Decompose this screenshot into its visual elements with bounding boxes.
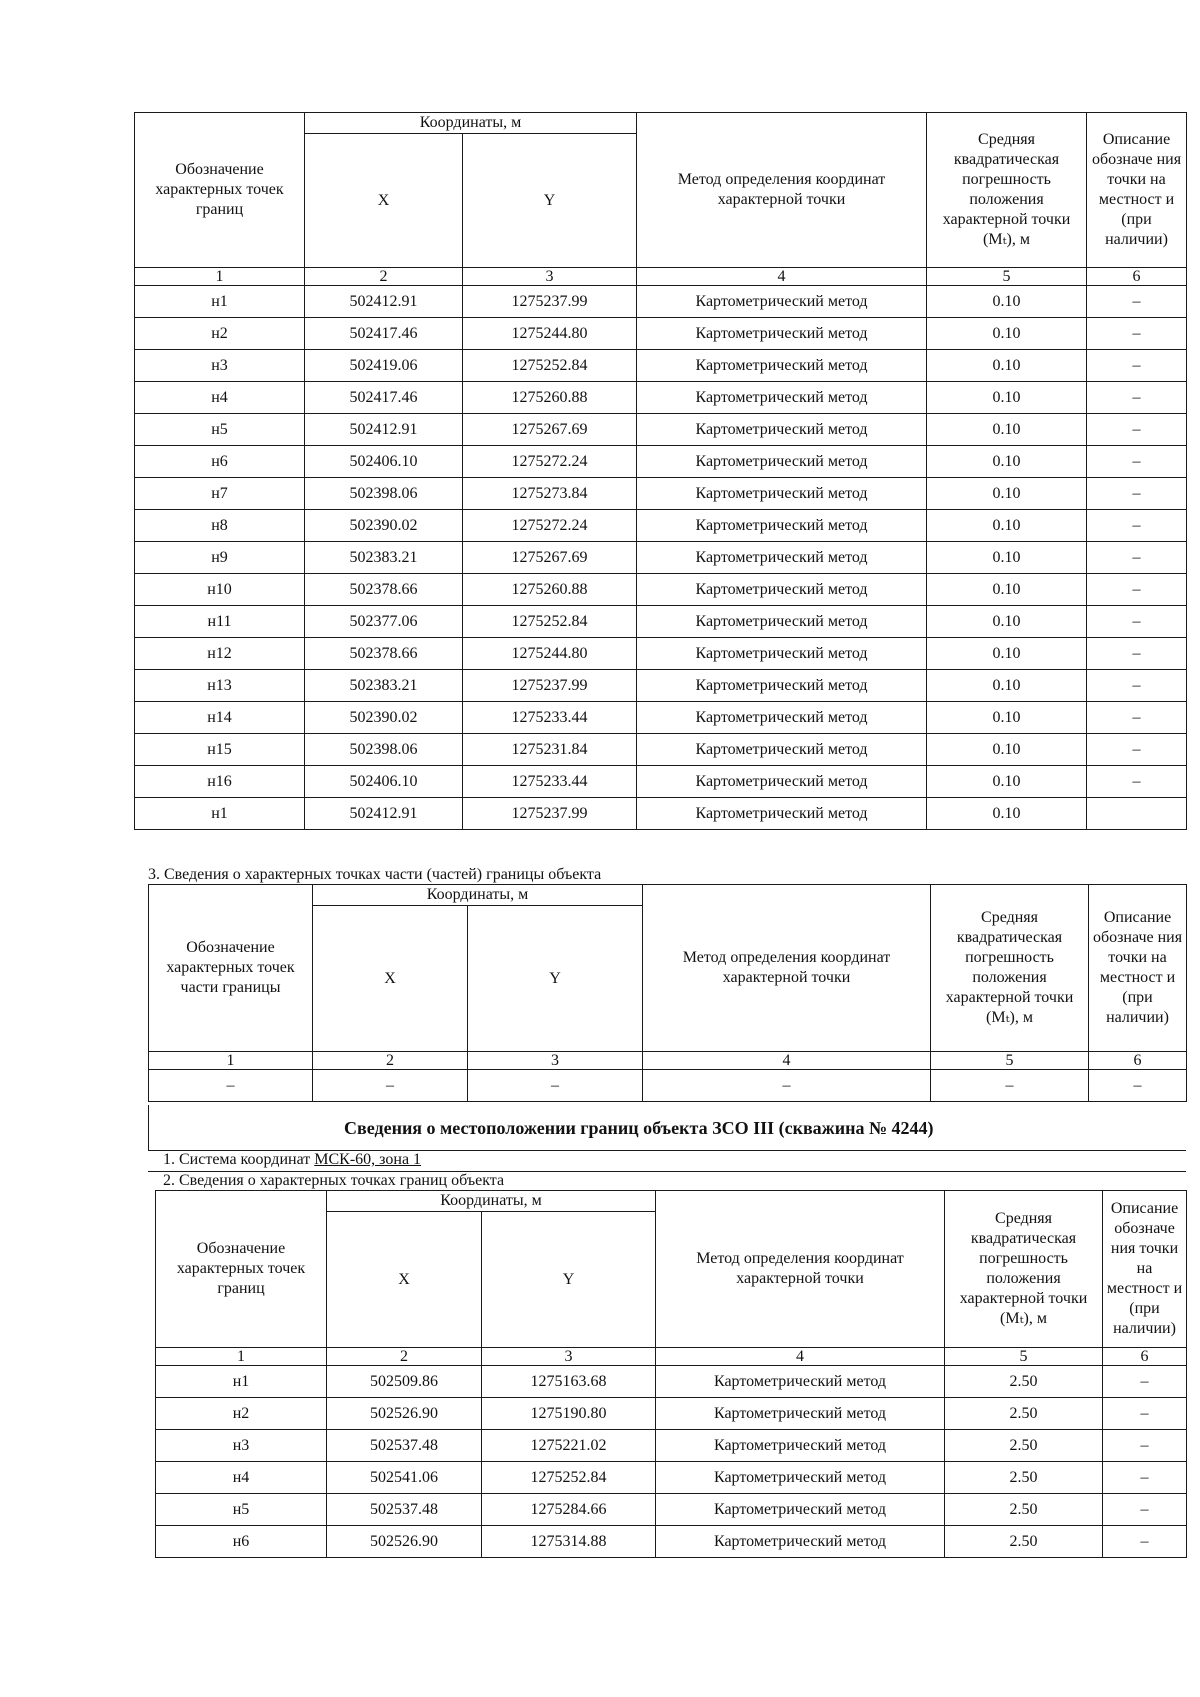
point-id: н16 — [135, 766, 305, 798]
point-id: н1 — [135, 286, 305, 318]
table-row — [156, 1494, 1187, 1526]
coord-x: 502377.06 — [305, 606, 463, 638]
column-numbers-row — [149, 1052, 1187, 1070]
description — [1087, 798, 1187, 830]
coord-x: 502526.90 — [327, 1398, 482, 1430]
error-value: 0.10 — [927, 542, 1087, 574]
error-value: 0.10 — [927, 606, 1087, 638]
method: Картометрический метод — [637, 350, 927, 382]
left-border — [148, 1105, 149, 1150]
table-row — [135, 446, 1187, 478]
header-x: X — [327, 1212, 482, 1348]
method: Картометрический метод — [637, 638, 927, 670]
error-value: 0.10 — [927, 766, 1087, 798]
error-value: – — [931, 1070, 1089, 1102]
description: – — [1103, 1430, 1187, 1462]
coord-x: 502526.90 — [327, 1526, 482, 1558]
point-id: н9 — [135, 542, 305, 574]
point-id: – — [149, 1070, 313, 1102]
col-number: 6 — [1103, 1348, 1187, 1366]
method: Картометрический метод — [637, 446, 927, 478]
point-id: н10 — [135, 574, 305, 606]
error-value: 0.10 — [927, 318, 1087, 350]
header-description: Описание обозначе ния точки на местност и (при наличии) — [1089, 885, 1187, 1052]
table-row — [135, 414, 1187, 446]
table-1-body — [135, 286, 1187, 830]
point-id: н1 — [135, 798, 305, 830]
coord-y: 1275284.66 — [482, 1494, 656, 1526]
table-row — [156, 1462, 1187, 1494]
method: Картометрический метод — [656, 1430, 945, 1462]
coord-x: 502398.06 — [305, 478, 463, 510]
table-1 — [134, 112, 1187, 830]
method: Картометрический метод — [637, 510, 927, 542]
point-id: н8 — [135, 510, 305, 542]
description: – — [1087, 478, 1187, 510]
error-value: 0.10 — [927, 574, 1087, 606]
coord-x: 502378.66 — [305, 574, 463, 606]
col-number: 1 — [135, 268, 305, 286]
table-row — [156, 1398, 1187, 1430]
point-id: н3 — [135, 350, 305, 382]
col-number: 3 — [482, 1348, 656, 1366]
point-id: н7 — [135, 478, 305, 510]
header-x: X — [313, 906, 468, 1052]
method: Картометрический метод — [637, 542, 927, 574]
coord-y: 1275252.84 — [482, 1462, 656, 1494]
header-method: Метод определения координат характерной точки — [637, 113, 927, 268]
method: Картометрический метод — [637, 798, 927, 830]
method: Картометрический метод — [637, 414, 927, 446]
points-title: 2. Сведения о характерных точках границ объекта — [163, 1172, 505, 1189]
description: – — [1087, 382, 1187, 414]
table-row — [135, 542, 1187, 574]
table-row — [135, 638, 1187, 670]
point-id: н13 — [135, 670, 305, 702]
col-number: 3 — [463, 268, 637, 286]
col-number: 1 — [156, 1348, 327, 1366]
method: Картометрический метод — [637, 286, 927, 318]
table-row — [156, 1366, 1187, 1398]
point-id: н1 — [156, 1366, 327, 1398]
coord-x: 502537.48 — [327, 1430, 482, 1462]
description: – — [1087, 670, 1187, 702]
description: – — [1103, 1494, 1187, 1526]
description: – — [1103, 1526, 1187, 1558]
table-row — [156, 1430, 1187, 1462]
col-number: 2 — [327, 1348, 482, 1366]
description: – — [1087, 350, 1187, 382]
error-value: 0.10 — [927, 702, 1087, 734]
point-id: н12 — [135, 638, 305, 670]
description: – — [1087, 542, 1187, 574]
header-y: Y — [463, 134, 637, 268]
method: Картометрический метод — [637, 574, 927, 606]
error-value: 0.10 — [927, 734, 1087, 766]
column-numbers-row — [156, 1348, 1187, 1366]
table-row — [135, 574, 1187, 606]
table-row — [135, 478, 1187, 510]
method: Картометрический метод — [637, 670, 927, 702]
coord-y: 1275314.88 — [482, 1526, 656, 1558]
coord-x: 502537.48 — [327, 1494, 482, 1526]
table-section3 — [148, 884, 1187, 1102]
header-point-label: Обозначение характерных точек границ — [156, 1191, 327, 1348]
col-number: 2 — [305, 268, 463, 286]
table-row — [149, 1070, 1187, 1102]
method: Картометрический метод — [656, 1398, 945, 1430]
coord-y: 1275252.84 — [463, 606, 637, 638]
point-id: н3 — [156, 1430, 327, 1462]
description: – — [1087, 638, 1187, 670]
coord-y: 1275272.24 — [463, 446, 637, 478]
col-number: 5 — [927, 268, 1087, 286]
col-number: 4 — [656, 1348, 945, 1366]
coord-x: 502417.46 — [305, 318, 463, 350]
method: Картометрический метод — [656, 1494, 945, 1526]
header-part-point-label: Обозначение характерных точек части границы — [149, 885, 313, 1052]
error-value: 2.50 — [945, 1462, 1103, 1494]
error-value: 2.50 — [945, 1398, 1103, 1430]
point-id: н6 — [156, 1526, 327, 1558]
col-number: 1 — [149, 1052, 313, 1070]
coord-x: 502383.21 — [305, 670, 463, 702]
col-number: 5 — [931, 1052, 1089, 1070]
table-row — [156, 1526, 1187, 1558]
table-row — [135, 798, 1187, 830]
coord-x: 502390.02 — [305, 702, 463, 734]
error-value: 2.50 — [945, 1366, 1103, 1398]
description: – — [1087, 606, 1187, 638]
coord-y: 1275237.99 — [463, 286, 637, 318]
method: Картометрический метод — [637, 606, 927, 638]
col-number: 6 — [1087, 268, 1187, 286]
description: – — [1103, 1462, 1187, 1494]
description: – — [1103, 1366, 1187, 1398]
header-coords: Координаты, м — [313, 885, 643, 906]
table-row — [135, 766, 1187, 798]
points-table-section3 — [148, 884, 1186, 1102]
coord-system-value: МСК-60, зона 1 — [314, 1151, 422, 1168]
coord-y: 1275231.84 — [463, 734, 637, 766]
description: – — [1087, 318, 1187, 350]
point-id: н4 — [156, 1462, 327, 1494]
table-object2 — [155, 1190, 1187, 1558]
point-id: н5 — [135, 414, 305, 446]
point-id: н11 — [135, 606, 305, 638]
error-value: 0.10 — [927, 638, 1087, 670]
error-value: 2.50 — [945, 1430, 1103, 1462]
method: Картометрический метод — [637, 382, 927, 414]
coord-y: 1275237.99 — [463, 670, 637, 702]
header-point-label: Обозначение характерных точек границ — [135, 113, 305, 268]
coord-x: 502417.46 — [305, 382, 463, 414]
error-value: 0.10 — [927, 382, 1087, 414]
table-row — [135, 318, 1187, 350]
table-object2-body — [156, 1366, 1187, 1558]
col-number: 4 — [643, 1052, 931, 1070]
coord-x: 502406.10 — [305, 766, 463, 798]
description: – — [1087, 510, 1187, 542]
header-x: X — [305, 134, 463, 268]
col-number: 3 — [468, 1052, 643, 1070]
description: – — [1087, 734, 1187, 766]
object2-title: Сведения о местоположении границ объекта ЗСО III (скважина № 4244) — [344, 1118, 934, 1138]
method: Картометрический метод — [656, 1526, 945, 1558]
method: Картометрический метод — [637, 734, 927, 766]
coord-y: 1275233.44 — [463, 766, 637, 798]
header-error: Средняя квадратическая погрешность положения характерной точки (Mₜ), м — [927, 113, 1087, 268]
table-row — [135, 670, 1187, 702]
error-value: 2.50 — [945, 1526, 1103, 1558]
header-y: Y — [482, 1212, 656, 1348]
description: – — [1087, 446, 1187, 478]
coord-y: 1275237.99 — [463, 798, 637, 830]
coord-x: 502412.91 — [305, 798, 463, 830]
coord-x: 502412.91 — [305, 286, 463, 318]
method: – — [643, 1070, 931, 1102]
coord-y: 1275244.80 — [463, 638, 637, 670]
col-number: 4 — [637, 268, 927, 286]
error-value: 0.10 — [927, 510, 1087, 542]
table-row — [135, 734, 1187, 766]
error-value: 0.10 — [927, 670, 1087, 702]
method: Картометрический метод — [637, 318, 927, 350]
coord-x: 502509.86 — [327, 1366, 482, 1398]
description: – — [1089, 1070, 1187, 1102]
coord-y: 1275252.84 — [463, 350, 637, 382]
header-method: Метод определения координат характерной точки — [656, 1191, 945, 1348]
table-row — [135, 702, 1187, 734]
coord-x: 502412.91 — [305, 414, 463, 446]
header-description: Описание обозначе ния точки на местност и (при наличии) — [1103, 1191, 1187, 1348]
col-number: 5 — [945, 1348, 1103, 1366]
header-description: Описание обозначе ния точки на местност и (при наличии) — [1087, 113, 1187, 268]
coord-x: 502383.21 — [305, 542, 463, 574]
coord-y: 1275260.88 — [463, 382, 637, 414]
coord-x: 502419.06 — [305, 350, 463, 382]
table-row — [135, 382, 1187, 414]
header-method: Метод определения координат характерной точки — [643, 885, 931, 1052]
table-row — [135, 350, 1187, 382]
header-coords: Координаты, м — [327, 1191, 656, 1212]
point-id: н15 — [135, 734, 305, 766]
col-number: 2 — [313, 1052, 468, 1070]
coord-y: 1275163.68 — [482, 1366, 656, 1398]
method: Картометрический метод — [637, 478, 927, 510]
coord-y: 1275233.44 — [463, 702, 637, 734]
error-value: 0.10 — [927, 798, 1087, 830]
coord-system-prefix: 1. Система координат — [163, 1151, 315, 1168]
points-table-object2 — [155, 1190, 1186, 1558]
point-id: н4 — [135, 382, 305, 414]
points-table-1 — [134, 112, 1186, 830]
coord-y: 1275267.69 — [463, 414, 637, 446]
table-row — [135, 606, 1187, 638]
point-id: н2 — [156, 1398, 327, 1430]
coord-y: 1275260.88 — [463, 574, 637, 606]
header-error: Средняя квадратическая погрешность положения характерной точки (Mₜ), м — [931, 885, 1089, 1052]
coord-y: 1275267.69 — [463, 542, 637, 574]
description: – — [1087, 286, 1187, 318]
error-value: 2.50 — [945, 1494, 1103, 1526]
table-row — [135, 510, 1187, 542]
error-value: 0.10 — [927, 414, 1087, 446]
coord-x: – — [313, 1070, 468, 1102]
header-coords: Координаты, м — [305, 113, 637, 134]
error-value: 0.10 — [927, 478, 1087, 510]
method: Картометрический метод — [656, 1366, 945, 1398]
coord-system-line — [163, 1151, 421, 1169]
description: – — [1087, 702, 1187, 734]
table-row — [135, 286, 1187, 318]
point-id: н6 — [135, 446, 305, 478]
col-number: 6 — [1089, 1052, 1187, 1070]
header-y: Y — [468, 906, 643, 1052]
error-value: 0.10 — [927, 350, 1087, 382]
coord-x: 502406.10 — [305, 446, 463, 478]
description: – — [1087, 414, 1187, 446]
coord-y: 1275221.02 — [482, 1430, 656, 1462]
point-id: н5 — [156, 1494, 327, 1526]
table-section3-body — [149, 1070, 1187, 1102]
error-value: 0.10 — [927, 446, 1087, 478]
coord-y: – — [468, 1070, 643, 1102]
coord-y: 1275273.84 — [463, 478, 637, 510]
point-id: н2 — [135, 318, 305, 350]
method: Картометрический метод — [637, 766, 927, 798]
coord-x: 502398.06 — [305, 734, 463, 766]
column-numbers-row — [135, 268, 1187, 286]
coord-y: 1275272.24 — [463, 510, 637, 542]
coord-y: 1275190.80 — [482, 1398, 656, 1430]
coord-x: 502390.02 — [305, 510, 463, 542]
section3-title: 3. Сведения о характерных точках части (частей) границы объекта — [148, 866, 602, 883]
method: Картометрический метод — [637, 702, 927, 734]
point-id: н14 — [135, 702, 305, 734]
description: – — [1087, 766, 1187, 798]
error-value: 0.10 — [927, 286, 1087, 318]
method: Картометрический метод — [656, 1462, 945, 1494]
coord-y: 1275244.80 — [463, 318, 637, 350]
coord-x: 502541.06 — [327, 1462, 482, 1494]
coord-x: 502378.66 — [305, 638, 463, 670]
description: – — [1103, 1398, 1187, 1430]
description: – — [1087, 574, 1187, 606]
header-error: Средняя квадратическая погрешность положения характерной точки (Mₜ), м — [945, 1191, 1103, 1348]
